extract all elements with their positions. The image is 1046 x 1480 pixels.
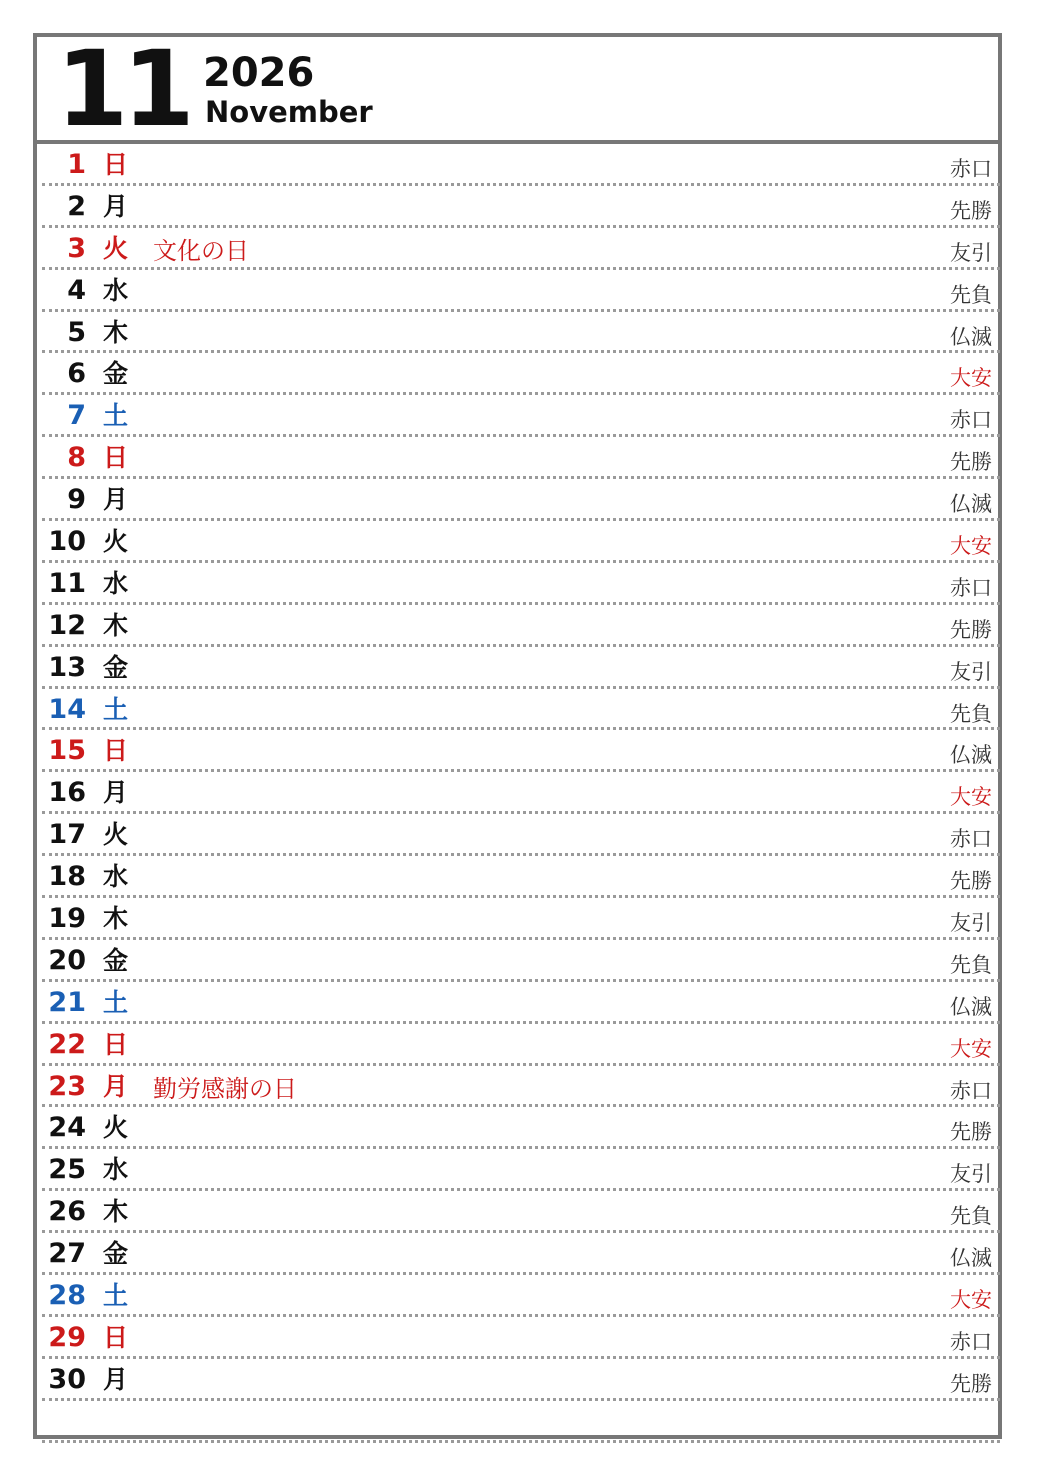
day-row: [42, 479, 1000, 521]
day-number: 13: [48, 651, 86, 683]
rokuyo-label: 大安: [950, 534, 992, 559]
day-number: 7: [67, 400, 86, 432]
rokuyo-label: 仏滅: [950, 492, 992, 517]
weekday-label: 木: [103, 1197, 129, 1227]
day-number: 15: [48, 735, 86, 767]
rokuyo-label: 仏滅: [950, 994, 992, 1019]
rokuyo-label: 赤口: [950, 827, 992, 852]
day-row: [42, 605, 1000, 647]
day-row: [42, 730, 1000, 772]
day-row: [42, 1066, 1000, 1108]
empty-row: [42, 1401, 1000, 1443]
weekday-label: 月: [103, 1364, 129, 1394]
rokuyo-label: 先負: [950, 282, 992, 307]
day-row: [42, 940, 1000, 982]
rokuyo-label: 友引: [950, 1162, 992, 1187]
day-number: 26: [48, 1196, 86, 1228]
weekday-label: 土: [103, 1281, 129, 1311]
weekday-label: 木: [103, 317, 129, 347]
day-row: [42, 144, 1000, 186]
day-row: [42, 312, 1000, 354]
day-number: 19: [48, 903, 86, 935]
day-row: [42, 395, 1000, 437]
rokuyo-label: 先勝: [950, 1371, 992, 1396]
rokuyo-label: 先負: [950, 701, 992, 726]
day-row: [42, 1149, 1000, 1191]
rokuyo-label: 大安: [950, 1288, 992, 1313]
day-number: 1: [67, 149, 86, 180]
weekday-label: 金: [103, 1239, 129, 1269]
day-number: 29: [48, 1321, 86, 1353]
rokuyo-label: 友引: [950, 659, 992, 684]
day-row: [42, 270, 1000, 312]
day-row: [42, 1191, 1000, 1233]
rokuyo-label: 先勝: [950, 869, 992, 894]
rokuyo-label: 大安: [950, 366, 992, 391]
rokuyo-label: 赤口: [950, 1329, 992, 1354]
day-number: 25: [48, 1154, 86, 1186]
rokuyo-label: 赤口: [950, 157, 992, 181]
holiday-name: 勤労感謝の日: [153, 1074, 297, 1103]
weekday-label: 水: [103, 1155, 129, 1185]
month-number: 11: [56, 28, 189, 150]
weekday-label: 月: [103, 1071, 129, 1101]
weekday-label: 日: [103, 1029, 129, 1059]
day-row: [42, 1024, 1000, 1066]
calendar-header: [37, 28, 998, 150]
weekday-label: 火: [103, 820, 129, 850]
rokuyo-label: 先負: [950, 952, 992, 977]
rokuyo-label: 仏滅: [950, 324, 992, 349]
weekday-label: 木: [103, 610, 129, 640]
weekday-label: 日: [103, 443, 129, 473]
rokuyo-label: 先勝: [950, 198, 992, 223]
day-number: 2: [67, 190, 86, 222]
day-row: [42, 186, 1000, 228]
year-label: 2026: [203, 50, 315, 96]
weekday-label: 日: [103, 150, 129, 179]
day-number: 17: [48, 819, 86, 851]
weekday-label: 月: [103, 485, 129, 515]
day-row: [42, 689, 1000, 731]
rokuyo-label: 仏滅: [950, 1246, 992, 1271]
weekday-label: 水: [103, 568, 129, 598]
day-row: [42, 982, 1000, 1024]
day-number: 12: [48, 609, 86, 641]
rokuyo-label: 赤口: [950, 1078, 992, 1103]
rokuyo-label: 先負: [950, 1204, 992, 1229]
weekday-label: 金: [103, 359, 129, 389]
day-number: 16: [48, 777, 86, 809]
day-number: 27: [48, 1238, 86, 1270]
day-number: 30: [48, 1363, 86, 1395]
day-number: 20: [48, 944, 86, 976]
weekday-label: 土: [103, 401, 129, 431]
day-number: 18: [48, 861, 86, 893]
rokuyo-label: 先勝: [950, 1120, 992, 1145]
rokuyo-label: 赤口: [950, 575, 992, 600]
weekday-label: 日: [103, 1322, 129, 1352]
day-row: [42, 353, 1000, 395]
rokuyo-label: 赤口: [950, 408, 992, 433]
day-number: 24: [48, 1112, 86, 1144]
day-number: 28: [48, 1280, 86, 1312]
day-number: 10: [48, 526, 86, 558]
day-number: 23: [48, 1070, 86, 1102]
calendar-frame: [33, 28, 1002, 1439]
day-row: [42, 1233, 1000, 1275]
day-row: [42, 563, 1000, 605]
weekday-label: 土: [103, 987, 129, 1017]
day-number: 8: [67, 442, 86, 474]
day-row: [42, 814, 1000, 856]
day-number: 4: [67, 274, 86, 306]
holiday-name: 文化の日: [153, 236, 249, 265]
day-number: 3: [67, 232, 86, 264]
day-number: 6: [67, 358, 86, 390]
day-row: [42, 772, 1000, 814]
day-row: [42, 1107, 1000, 1149]
weekday-label: 木: [103, 904, 129, 934]
day-number: 22: [48, 1028, 86, 1060]
day-row: [42, 228, 1000, 270]
day-row: [42, 647, 1000, 689]
weekday-label: 水: [103, 275, 129, 305]
day-row: [42, 521, 1000, 563]
rokuyo-label: 大安: [950, 1036, 992, 1061]
day-row: [42, 898, 1000, 940]
day-number: 9: [67, 484, 86, 516]
day-number: 14: [48, 693, 86, 725]
weekday-label: 水: [103, 862, 129, 892]
day-row: [42, 856, 1000, 898]
rokuyo-label: 先勝: [950, 617, 992, 642]
day-list: [42, 144, 1000, 1443]
rokuyo-label: 友引: [950, 911, 992, 936]
month-name-label: November: [205, 95, 373, 129]
day-number: 5: [67, 316, 86, 348]
day-number: 21: [48, 986, 86, 1018]
weekday-label: 金: [103, 652, 129, 682]
weekday-label: 金: [103, 945, 129, 975]
weekday-label: 火: [103, 1113, 129, 1143]
weekday-label: 月: [103, 191, 129, 221]
rokuyo-label: 先勝: [950, 450, 992, 475]
weekday-label: 月: [103, 778, 129, 808]
day-row: [42, 1275, 1000, 1317]
weekday-label: 土: [103, 694, 129, 724]
day-row: [42, 1359, 1000, 1401]
rokuyo-label: 大安: [950, 785, 992, 810]
day-row: [42, 437, 1000, 479]
rokuyo-label: 仏滅: [950, 743, 992, 768]
weekday-label: 日: [103, 736, 129, 766]
weekday-label: 火: [103, 527, 129, 557]
weekday-label: 火: [103, 233, 129, 263]
day-row: [42, 1317, 1000, 1359]
rokuyo-label: 友引: [950, 240, 992, 265]
day-number: 11: [48, 567, 86, 599]
